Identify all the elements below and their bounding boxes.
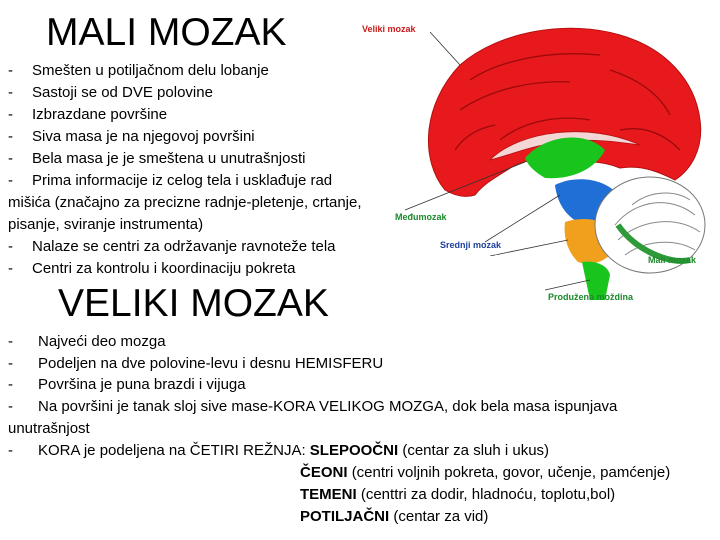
list-item: - Prima informacije iz celog tela i usklađuje rad mišića (značajno za precizne radnje-pletenje, crtanje, pisanje, sviranje instrumenta) [8,172,362,233]
list-item-text: Izbrazdane površine [32,106,168,123]
list-item: - Podeljen na dve polovine-levu i desnu HEMISFERU [8,354,384,372]
list-item: - Izbrazdane površine [8,106,168,123]
lobe-desc: (centar za vid) [393,508,489,525]
big-brain-list [8,331,718,461]
lobe-name: TEMENI [300,486,357,503]
list-item: - Bela masa je je smeštena u unutrašnjosti [8,150,306,167]
lobe-desc: (centri voljnih pokreta, govor, učenje, pamćenje) [351,464,671,481]
list-item-text: KORA je podeljena na ČETIRI REŽNJA: [38,441,306,459]
lobe-line [300,462,670,484]
list-item: - KORA je podeljena na ČETIRI REŽNJA: SLEPOOČNI (centar za sluh i ukus) [8,441,550,459]
list-item: - Najveći deo mozga [8,333,166,350]
list-item-text: Podeljen na dve polovine-levu i desnu HEMISFERU [38,354,384,372]
list-item-text: Smešten u potiljačnom delu lobanje [32,62,269,79]
list-item: - Nalaze se centri za održavanje ravnoteže tela [8,238,336,255]
label-pons: Moždani most [475,253,532,263]
list-item-text: Površina je puna brazdi i vijuga [38,376,246,394]
list-item: - Površina je puna brazdi i vijuga [8,376,246,394]
list-item-text: Centri za kontrolu i koordinaciju pokreta [32,260,296,277]
label-medulla: Produžena moždina [548,292,634,302]
list-item-text: Najveći deo mozga [38,333,166,350]
label-cerebrum: Veliki mozak [362,24,416,34]
list-item-text: Nalaze se centri za održavanje ravnoteže tela [32,238,336,255]
small-brain-list [8,60,373,280]
lobe-desc: (centtri za dodir, hladnoću, toplotu,bol) [360,486,616,503]
list-item-text: Siva masa je na njegovoj površini [32,128,255,145]
big-brain-heading: VELIKI MOZAK [58,282,329,325]
label-diencephalon: Međumozak [395,212,447,222]
list-item: - Na površini je tanak sloj sive mase-KORA VELIKOG MOZGA, dok bela masa ispunjava unutrašnjost [8,398,618,437]
small-brain-heading: MALI MOZAK [46,11,287,54]
list-item: - Siva masa je na njegovoj površini [8,128,255,145]
list-item: - Centri za kontrolu i koordinaciju pokreta [8,260,296,277]
list-item: - Sastoji se od DVE polovine [8,84,213,101]
lobe-name: SLEPOOČNI [309,441,399,459]
label-midbrain: Srednji mozak [440,240,502,250]
list-item-text: Prima informacije iz celog tela i usklađuje rad mišića (značajno za precizne radnje-pletenje, crtanje, pisanje, sviranje instrumenta) [8,172,362,233]
lobe-line [300,484,615,506]
lobe-name: POTILJAČNI [300,508,390,525]
lobe-desc: (centar za sluh i ukus) [402,441,550,459]
lobe-line [300,506,488,528]
lobe-name: ČEONI [300,464,348,481]
list-item-text: Bela masa je je smeštena u unutrašnjosti [32,150,306,167]
list-item-text: Na površini je tanak sloj sive mase-KORA VELIKOG MOZGA, dok bela masa ispunjava unutrašnjost [8,398,618,437]
list-item-text: Sastoji se od DVE polovine [32,84,213,101]
label-cerebellum: Mali mozak [648,255,697,265]
list-item: - Smešten u potiljačnom delu lobanje [8,62,269,79]
